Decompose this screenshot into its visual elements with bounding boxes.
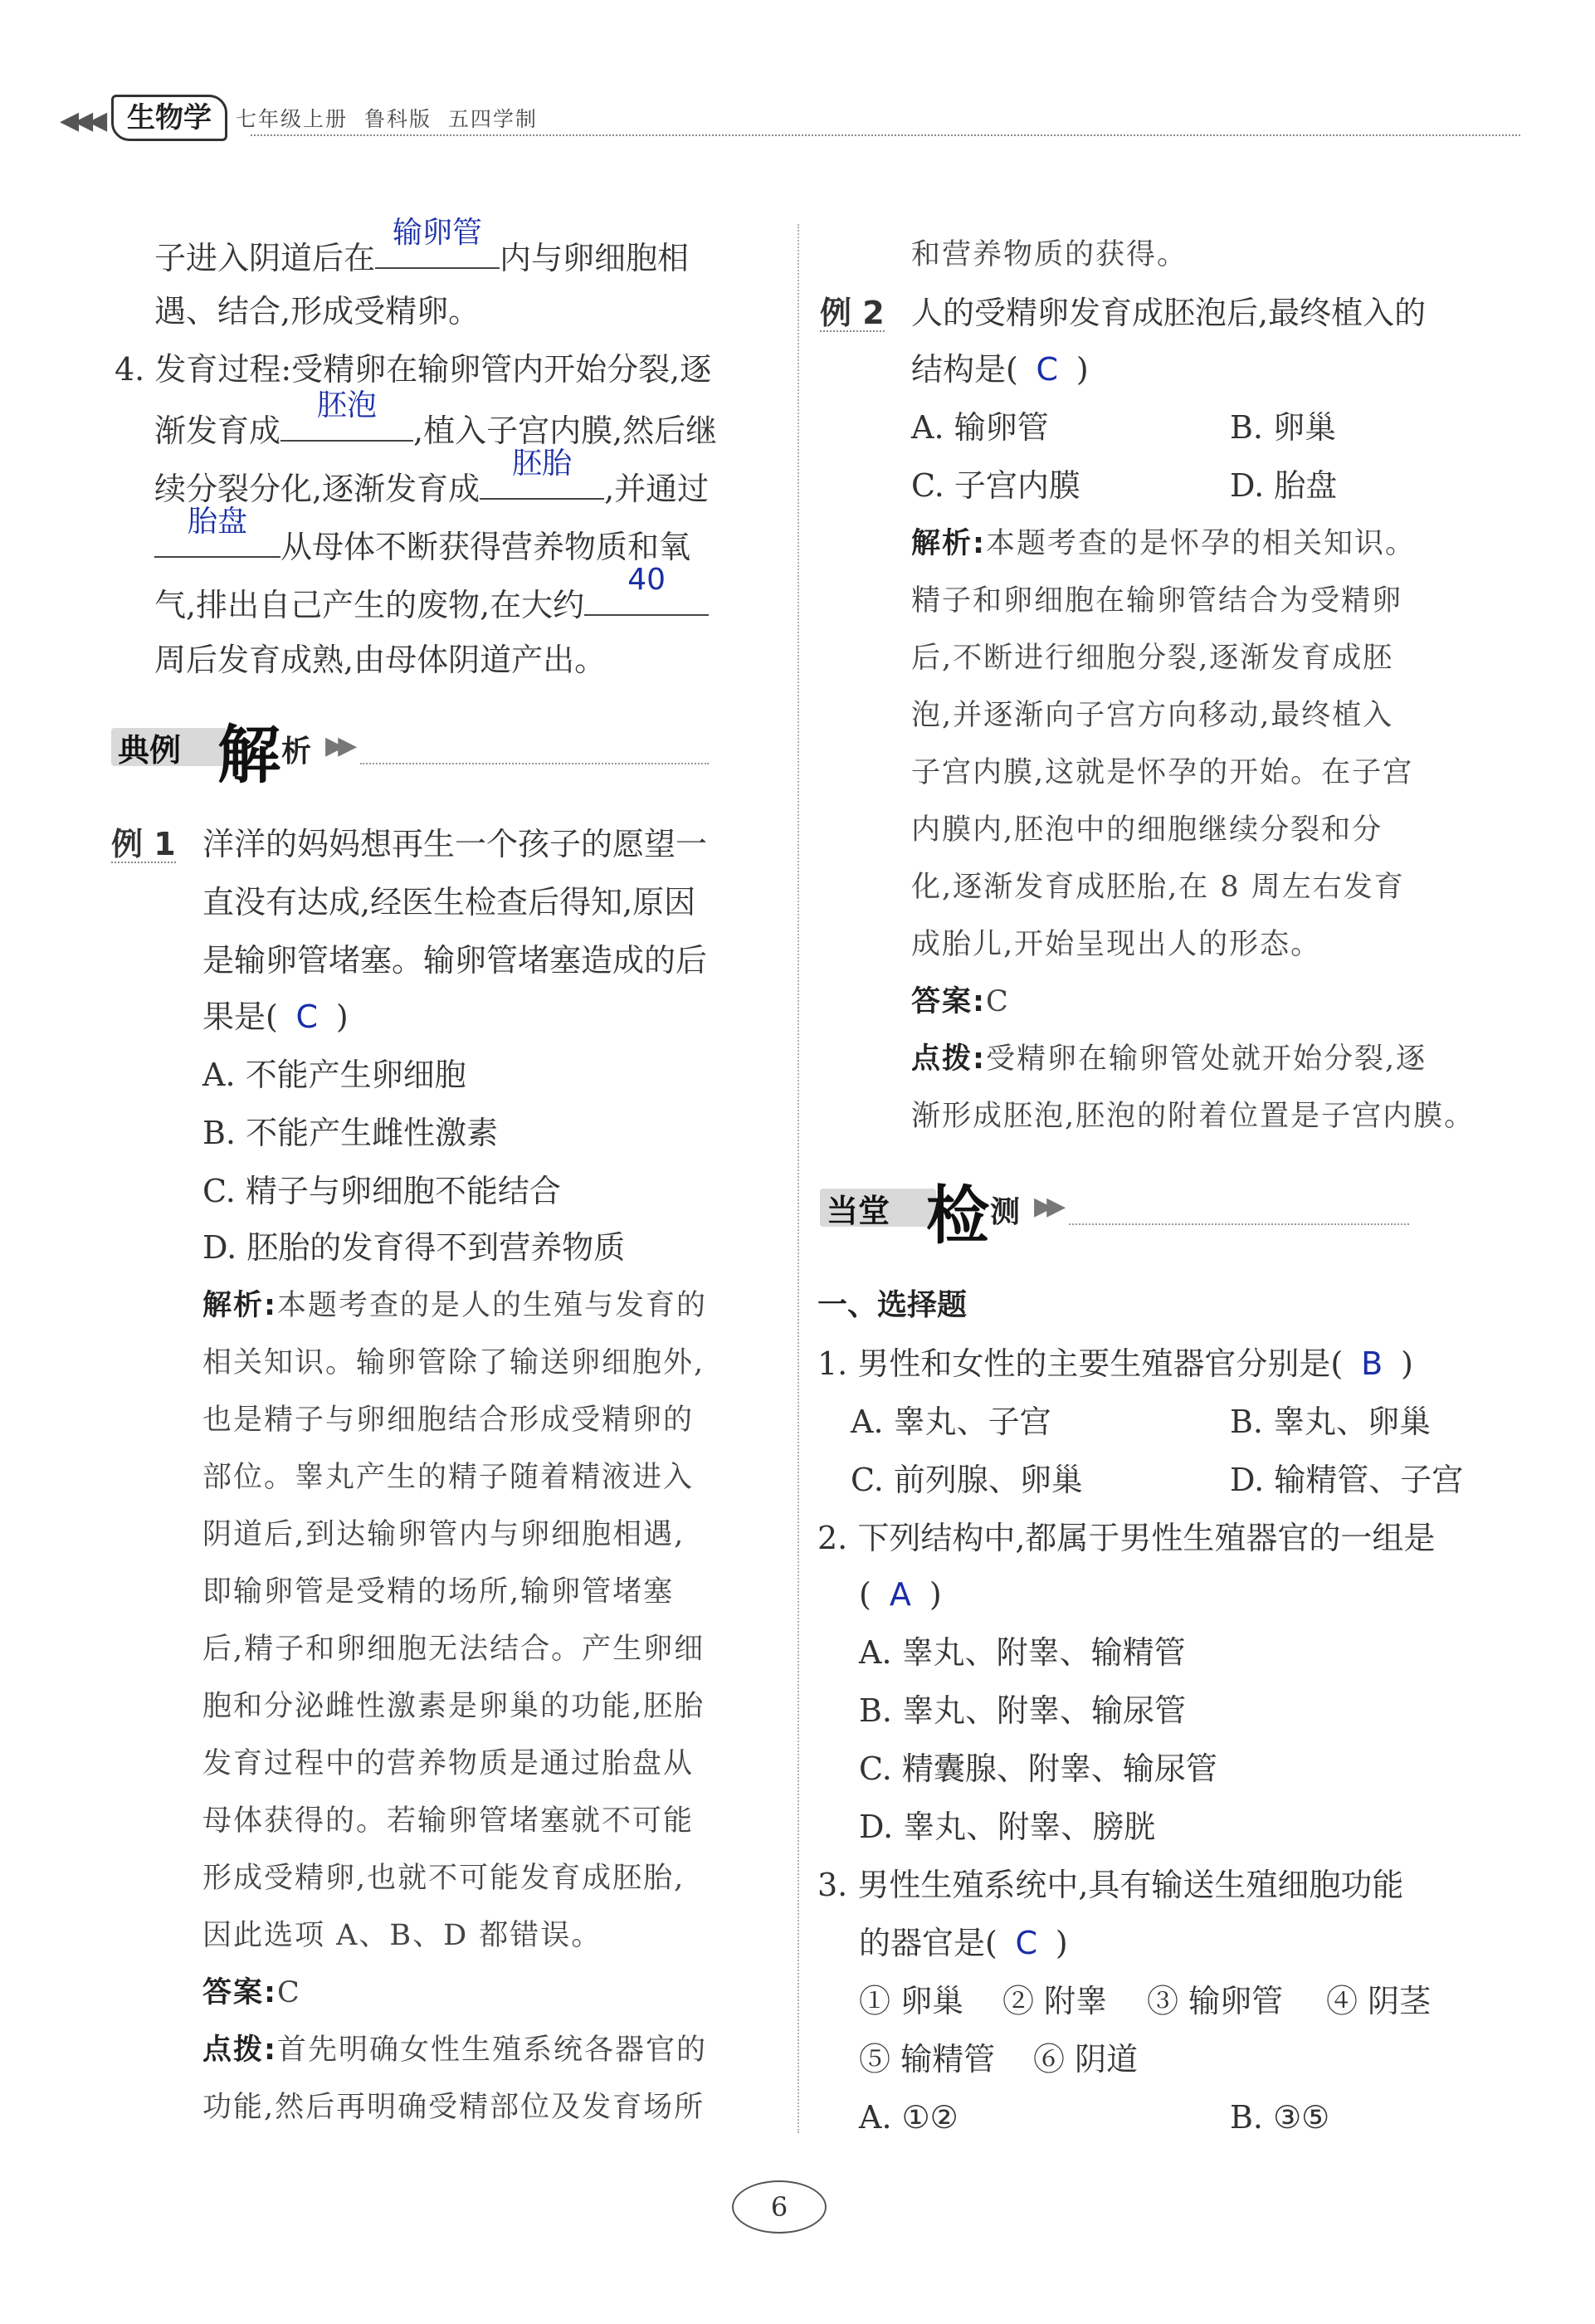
analysis-line: 母体获得的。若输卵管堵塞就不可能 <box>202 1804 695 1838</box>
option: B. 卵巢 <box>1230 409 1337 446</box>
section-title-2: 检 <box>926 1179 989 1252</box>
text: 气,排出自己产生的废物,在大约 <box>154 587 585 623</box>
item: ④ 阴茎 <box>1326 1983 1432 2019</box>
answer-choice: A <box>889 1576 911 1613</box>
text: 渐发育成 <box>154 413 281 449</box>
answer-line <box>202 1972 301 2014</box>
analysis-line: 内膜内,胚泡中的细胞继续分裂和分 <box>911 813 1383 847</box>
blank-answer: 40 <box>627 563 666 597</box>
option: D. 输精管、子宫 <box>1230 1462 1464 1498</box>
item: ⑤ 输精管 <box>859 2041 996 2077</box>
analysis-line: 因此选项 A、B、D 都错误。 <box>202 1919 602 1952</box>
text: ) <box>1076 351 1089 388</box>
text-line: 遇、结合,形成受精卵。 <box>154 293 480 330</box>
tip-line: 功能,然后再明确受精部位及发育场所 <box>202 2091 705 2124</box>
text-line <box>154 388 718 452</box>
text: 首先明确女性生殖系统各器官的 <box>277 2034 708 2067</box>
text-line: 4. 发育过程:受精卵在输卵管内开始分裂,逐 <box>115 351 712 388</box>
text: 受精卵在输卵管处就开始分裂,逐 <box>986 1042 1427 1076</box>
analysis-line <box>202 1285 707 1326</box>
analysis-line: 后,不断进行细胞分裂,逐渐发育成胚 <box>911 642 1394 675</box>
text-line <box>154 216 690 279</box>
fill-blank <box>154 505 280 558</box>
option: B. ③⑤ <box>1230 2099 1330 2136</box>
header-arrows-icon: ◀◀◀ <box>60 106 103 135</box>
option: C. 精囊腺、附睾、输尿管 <box>859 1750 1217 1787</box>
question-3: 3. 男性生殖系统中,具有输送生殖细胞功能 <box>817 1867 1404 1903</box>
section-divider <box>1069 1223 1409 1225</box>
header-subtitle: 七年级上册 鲁科版 五四学制 <box>236 107 538 131</box>
tip-label: 点拨: <box>911 1042 986 1076</box>
fill-blank <box>375 216 500 269</box>
analysis-line: 阴道后,到达输卵管内与卵细胞相遇, <box>202 1518 685 1551</box>
option: A. 睾丸、附睾、输精管 <box>859 1634 1186 1671</box>
option: B. 睾丸、附睾、输尿管 <box>859 1692 1187 1729</box>
text: 内与卵细胞相 <box>500 240 690 276</box>
section-title-2: 解 <box>217 718 280 792</box>
text: ) <box>1401 1345 1413 1382</box>
blank-answer: 胚泡 <box>317 388 378 422</box>
section-title-1: 当堂 <box>827 1193 890 1229</box>
analysis-line: 化,逐渐发育成胚胎,在 8 周左右发育 <box>911 871 1405 904</box>
text-line: 周后发育成熟,由母体阴道产出。 <box>154 642 607 678</box>
analysis-label: 解析: <box>202 1289 277 1322</box>
text: ) <box>1055 1925 1068 1961</box>
option: C. 前列腺、卵巢 <box>851 1462 1083 1498</box>
option: C. 子宫内膜 <box>911 467 1080 504</box>
section-title-3: 析 <box>281 735 312 769</box>
tip-label: 点拨: <box>202 2034 277 2067</box>
text: 结构是( <box>911 351 1018 388</box>
section-title-1: 典例 <box>118 732 182 769</box>
example-1-question: 直没有达成,经医生检查后得知,原因 <box>202 884 696 920</box>
option: D. 睾丸、附睾、膀胱 <box>859 1809 1156 1845</box>
answer-value: C <box>277 1976 301 2009</box>
analysis-line <box>911 523 1416 564</box>
analysis-line: 子宫内膜,这就是怀孕的开始。在子宫 <box>911 756 1414 789</box>
text: 本题考查的是人的生殖与发育的 <box>277 1289 708 1322</box>
text: ) <box>929 1576 942 1613</box>
fill-blank <box>280 388 413 442</box>
text: 子进入阴道后在 <box>154 240 376 276</box>
example-1-question: 洋洋的妈妈想再生一个孩子的愿望一 <box>202 826 708 862</box>
answer-label: 答案: <box>911 985 986 1018</box>
example-1-label: 例 1 <box>111 826 176 862</box>
answer-label: 答案: <box>202 1976 277 2009</box>
answer-line <box>911 981 1010 1023</box>
answer-value: C <box>986 985 1010 1018</box>
analysis-line: 形成受精卵,也就不可能发育成胚胎, <box>202 1862 685 1895</box>
text: 本题考查的是怀孕的相关知识。 <box>986 527 1417 560</box>
page-header <box>60 91 1471 141</box>
text: 的器官是( <box>859 1925 997 1961</box>
option: B. 不能产生雌性激素 <box>202 1115 499 1151</box>
tip-line: 渐形成胚泡,胚泡的附着位置是子宫内膜。 <box>911 1100 1475 1133</box>
text: 续分裂分化,逐渐发育成 <box>154 471 480 507</box>
text: ,植入子宫内膜,然后继 <box>413 413 718 449</box>
analysis-line: 成胎儿,开始呈现出人的形态。 <box>911 928 1322 961</box>
example-2-question <box>911 349 1089 390</box>
analysis-line: 相关知识。输卵管除了输送卵细胞外, <box>202 1346 705 1379</box>
question-3 <box>859 1922 1068 1964</box>
fill-blank <box>584 563 709 616</box>
fill-blank <box>480 447 604 500</box>
section-divider <box>360 763 709 764</box>
part-title: 一、选择题 <box>817 1288 968 1322</box>
analysis-line: 胞和分泌雌性激素是卵巢的功能,胚胎 <box>202 1690 705 1723</box>
option: D. 胚胎的发育得不到营养物质 <box>202 1229 626 1266</box>
text-line <box>154 563 709 626</box>
answer-choice: C <box>1036 351 1059 388</box>
text: 从母体不断获得营养物质和氧 <box>280 529 691 565</box>
analysis-line: 精子和卵细胞在输卵管结合为受精卵 <box>911 584 1403 618</box>
example-1-question <box>202 996 349 1038</box>
column-divider <box>798 224 799 2133</box>
item: ① 卵巢 <box>859 1983 964 2019</box>
page-number: 6 <box>732 2180 827 2234</box>
option: C. 精子与卵细胞不能结合 <box>202 1173 561 1209</box>
analysis-line: 后,精子和卵细胞无法结合。产生卵细 <box>202 1633 705 1666</box>
question-2: 2. 下列结构中,都属于男性生殖器官的一组是 <box>817 1520 1436 1556</box>
analysis-line: 即输卵管是受精的场所,输卵管堵塞 <box>202 1575 675 1609</box>
option: A. 输卵管 <box>911 409 1049 446</box>
option: D. 胎盘 <box>1230 467 1338 504</box>
item: ⑥ 阴道 <box>1033 2041 1139 2077</box>
item: ② 附睾 <box>1002 1983 1108 2019</box>
analysis-label: 解析: <box>911 527 986 560</box>
option: A. ①② <box>859 2099 958 2136</box>
item: ③ 输卵管 <box>1147 1983 1284 2019</box>
example-1-question: 是输卵管堵塞。输卵管堵塞造成的后 <box>202 942 708 979</box>
text: 果是( <box>202 998 278 1035</box>
text: 1. 男性和女性的主要生殖器官分别是( <box>817 1345 1344 1382</box>
example-2-label-line <box>820 292 885 334</box>
section-title-3: 测 <box>990 1195 1021 1229</box>
blank-answer: 输卵管 <box>393 216 483 250</box>
blank-answer: 胎盘 <box>187 505 247 539</box>
tip-line <box>202 2029 707 2071</box>
blank-answer: 胚胎 <box>512 447 573 481</box>
double-arrow-icon: ▶▶ <box>325 731 351 760</box>
example-2-label: 例 2 <box>820 295 885 331</box>
header-divider <box>251 134 1520 136</box>
question-2-answer <box>859 1574 942 1615</box>
analysis-line: 也是精子与卵细胞结合形成受精卵的 <box>202 1404 695 1437</box>
option: A. 不能产生卵细胞 <box>202 1057 466 1093</box>
analysis-line: 部位。睾丸产生的精子随着精液进入 <box>202 1461 695 1494</box>
answer-choice: C <box>295 998 319 1035</box>
section-header-examples <box>111 710 709 792</box>
double-arrow-icon: ▶▶ <box>1034 1192 1060 1221</box>
example-2-question: 人的受精卵发育成胚泡后,最终植入的 <box>911 295 1427 331</box>
option: A. 睾丸、子宫 <box>851 1404 1051 1440</box>
analysis-line: 泡,并逐渐向子宫方向移动,最终植入 <box>911 699 1394 732</box>
question-1 <box>817 1343 1413 1384</box>
tip-line <box>911 1038 1427 1080</box>
analysis-line: 发育过程中的营养物质是通过胎盘从 <box>202 1747 695 1780</box>
example-1-label-line <box>111 823 176 865</box>
text: ) <box>335 998 349 1035</box>
header-title: 生物学 <box>111 95 227 141</box>
answer-choice: C <box>1015 1925 1038 1961</box>
section-header-practice <box>820 1170 1417 1252</box>
tip-line: 和营养物质的获得。 <box>911 238 1188 271</box>
text: ( <box>859 1576 871 1613</box>
option: B. 睾丸、卵巢 <box>1230 1404 1432 1440</box>
text: ,并通过 <box>604 471 710 507</box>
answer-choice: B <box>1361 1345 1383 1382</box>
